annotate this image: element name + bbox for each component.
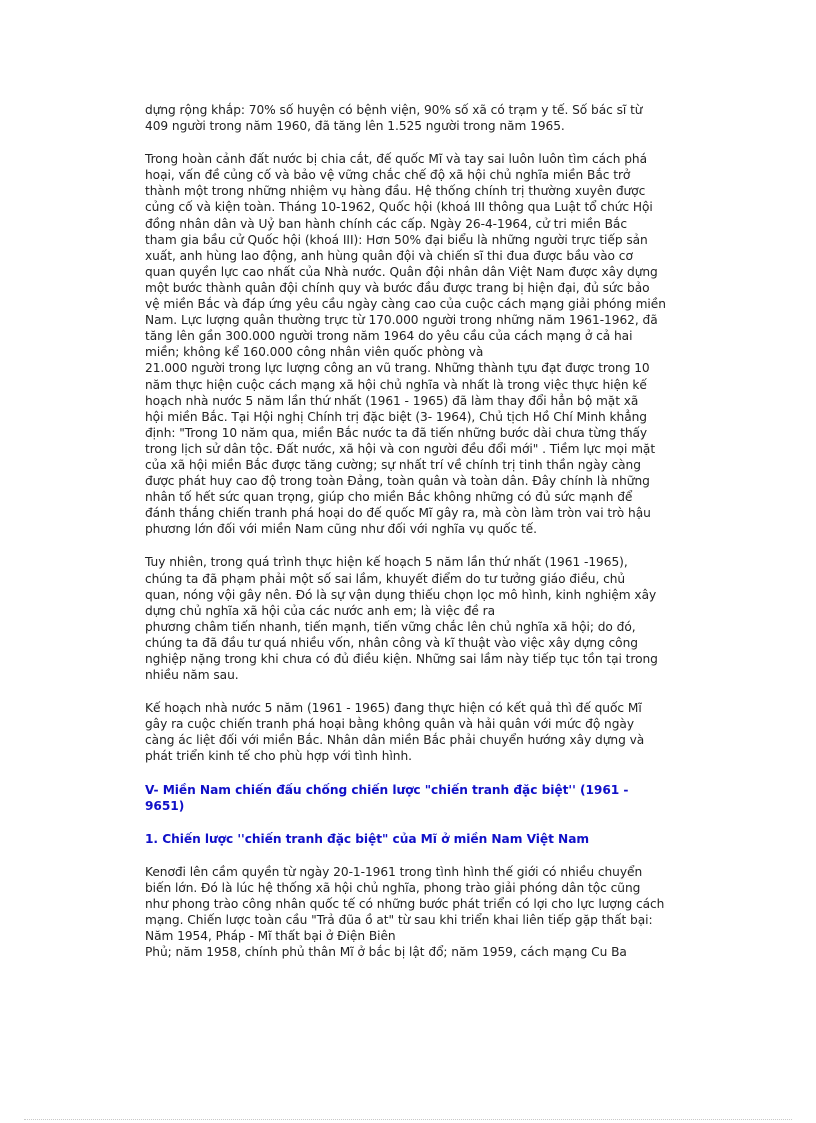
text-line: phát triển kinh tế cho phù hợp với tình hình.	[145, 749, 412, 764]
text-line: mạng. Chiến lược toàn cầu "Trả đũa ồ at" từ sau khi triển khai liên tiếp gặp thất bại:	[145, 913, 653, 928]
text-line: tham gia bầu cử Quốc hội (khoá III): Hơn 50% đại biểu là những người trực tiếp sản	[145, 232, 648, 247]
text-line: Tuy nhiên, trong quá trình thực hiện kế hoạch 5 năm lần thứ nhất (1961 -1965),	[145, 555, 628, 570]
text-line: biến lớn. Đó là lúc hệ thống xã hội chủ nghĩa, phong trào giải phóng dân tộc cũng	[145, 880, 641, 895]
text-line: hoại, vấn đề củng cố và bảo vệ vững chắc chế độ xã hội chủ nghĩa miền Bắc trở	[145, 168, 631, 183]
text-line: đánh thắng chiến tranh phá hoại do đế quốc Mĩ gây ra, mà còn làm tròn vai trò hậu	[145, 506, 651, 521]
text-line: Trong hoàn cảnh đất nước bị chia cắt, đế quốc Mĩ và tay sai luôn luôn tìm cách phá	[145, 152, 647, 167]
text-line: Kế hoạch nhà nước 5 năm (1961 - 1965) đang thực hiện có kết quả thì đế quốc Mĩ	[145, 701, 642, 716]
text-line: quan, nóng vội gây nên. Đó là sự vận dụng thiếu chọn lọc mô hình, kinh nghiệm xây	[145, 587, 657, 602]
document-body	[145, 102, 725, 977]
text-line: hội miền Bắc. Tại Hội nghị Chính trị đặc biệt (3- 1964), Chủ tịch Hồ Chí Minh khẳng	[145, 409, 647, 424]
text-line: chúng ta đã đầu tư quá nhiều vốn, nhân công và kĩ thuật vào việc xây dựng công	[145, 635, 638, 650]
page-bottom-divider	[24, 1119, 792, 1120]
text-line: nhân tố hết sức quan trọng, giúp cho miền Bắc không những có đủ sức mạnh để	[145, 490, 633, 505]
text-line: càng ác liệt đối với miền Bắc. Nhân dân miền Bắc phải chuyển hướng xây dựng và	[145, 733, 645, 748]
text-line: một bước thành quân đội chính quy và bước đầu được trang bị hiện đại, đủ sức bảo	[145, 280, 650, 295]
text-line: dựng rộng khắp: 70% số huyện có bệnh viện, 90% số xã có trạm y tế. Số bác sĩ từ	[145, 103, 643, 117]
text-line: trong lịch sử dân tộc. Đất nước, xã hội và con người đều đổi mới" . Tiềm lực mọi mặt	[145, 441, 656, 456]
paragraph-kennedy	[145, 864, 725, 961]
subsection-heading	[145, 831, 725, 847]
paragraph-mistakes	[145, 554, 725, 683]
text-line: Nam. Lực lượng quân thường trực từ 170.000 người trong những năm 1961-1962, đã	[145, 313, 658, 328]
text-line: phương lớn đối với miền Nam cũng như đối với nghĩa vụ quốc tế.	[145, 522, 537, 537]
text-line: 409 người trong năm 1960, đã tăng lên 1.525 người trong năm 1965.	[145, 119, 565, 134]
text-line: chúng ta đã phạm phải một số sai lầm, khuyết điểm do tư tưởng giáo điều, chủ	[145, 571, 626, 586]
text-line: phương châm tiến nhanh, tiến mạnh, tiến vững chắc lên chủ nghĩa xã hội; do đó,	[145, 619, 636, 634]
text-line: Năm 1954, Pháp - Mĩ thất bại ở Điện Biên	[145, 929, 396, 944]
text-line: tăng lên gần 300.000 người trong năm 1964 do yêu cầu của cách mạng ở cả hai	[145, 329, 633, 344]
text-line: hoạch nhà nước 5 năm lần thứ nhất (1961 - 1965) đã làm thay đổi hẳn bộ mặt xã	[145, 393, 639, 408]
heading-line: 9651)	[145, 798, 185, 813]
text-line: nghiệp nặng trong khi chưa có đủ điều kiện. Những sai lầm này tiếp tục tồn tại trong	[145, 652, 658, 666]
text-line: đồng nhân dân và Uỷ ban hành chính các cấp. Ngày 26-4-1964, cử tri miền Bắc	[145, 216, 627, 231]
paragraph-war-of-destruction	[145, 700, 725, 764]
text-line: năm thực hiện cuộc cách mạng xã hội chủ nghĩa và nhất là trong việc thực hiện kế	[145, 377, 647, 392]
text-line: được phát huy cao độ trong toàn Đảng, toàn quân và toàn dân. Đây chính là những	[145, 474, 650, 489]
text-line: miền; không kể 160.000 công nhân viên quốc phòng và	[145, 345, 484, 360]
heading-line: 1. Chiến lược ''chiến tranh đặc biệt" của Mĩ ở miền Nam Việt Nam	[145, 831, 590, 846]
text-line: xuất, anh hùng lao động, anh hùng quân đội và chiến sĩ thi đua được bầu vào cơ	[145, 248, 633, 263]
text-line: gây ra cuộc chiến tranh phá hoại bằng không quân và hải quân với mức độ ngày	[145, 717, 634, 732]
text-line: củng cố và kiện toàn. Tháng 10-1962, Quốc hội (khoá III thông qua Luật tổ chức Hội	[145, 200, 653, 215]
text-line: quan quyền lực cao nhất của Nhà nước. Quân đội nhân dân Việt Nam được xây dựng	[145, 264, 658, 279]
text-line: Kenơđi lên cầm quyền từ ngày 20-1-1961 trong tình hình thế giới có nhiều chuyển	[145, 864, 643, 879]
text-line: Phủ; năm 1958, chính phủ thân Mĩ ở bắc bị lật đổ; năm 1959, cách mạng Cu Ba	[145, 945, 627, 960]
text-line: của xã hội miền Bắc được tăng cường; sự nhất trí về chính trị tinh thần ngày càng	[145, 457, 641, 472]
section-heading	[145, 782, 725, 814]
text-line: vệ miền Bắc và đáp ứng yêu cầu ngày càng cao của cuộc cách mạng giải phóng miền	[145, 297, 666, 312]
text-line: 21.000 người trong lực lượng công an vũ trang. Những thành tựu đạt được trong 10	[145, 361, 650, 376]
text-line: thành một trong những nhiệm vụ hàng đầu. Hệ thống chính trị thường xuyên được	[145, 184, 646, 199]
heading-line: V- Miền Nam chiến đấu chống chiến lược "chiến tranh đặc biệt'' (1961 -	[145, 782, 629, 797]
paragraph-political-system	[145, 151, 725, 537]
text-line: định: "Trong 10 năm qua, miền Bắc nước ta đã tiến những bước dài chưa từng thấy	[145, 425, 648, 440]
text-line: dựng chủ nghĩa xã hội của các nước anh em; là việc đề ra	[145, 603, 496, 618]
text-line: như phong trào công nhân quốc tế có những bước phát triển có lợi cho lực lượng cách	[145, 897, 665, 912]
text-line: nhiều năm sau.	[145, 668, 239, 683]
paragraph-health-stats	[145, 102, 725, 134]
